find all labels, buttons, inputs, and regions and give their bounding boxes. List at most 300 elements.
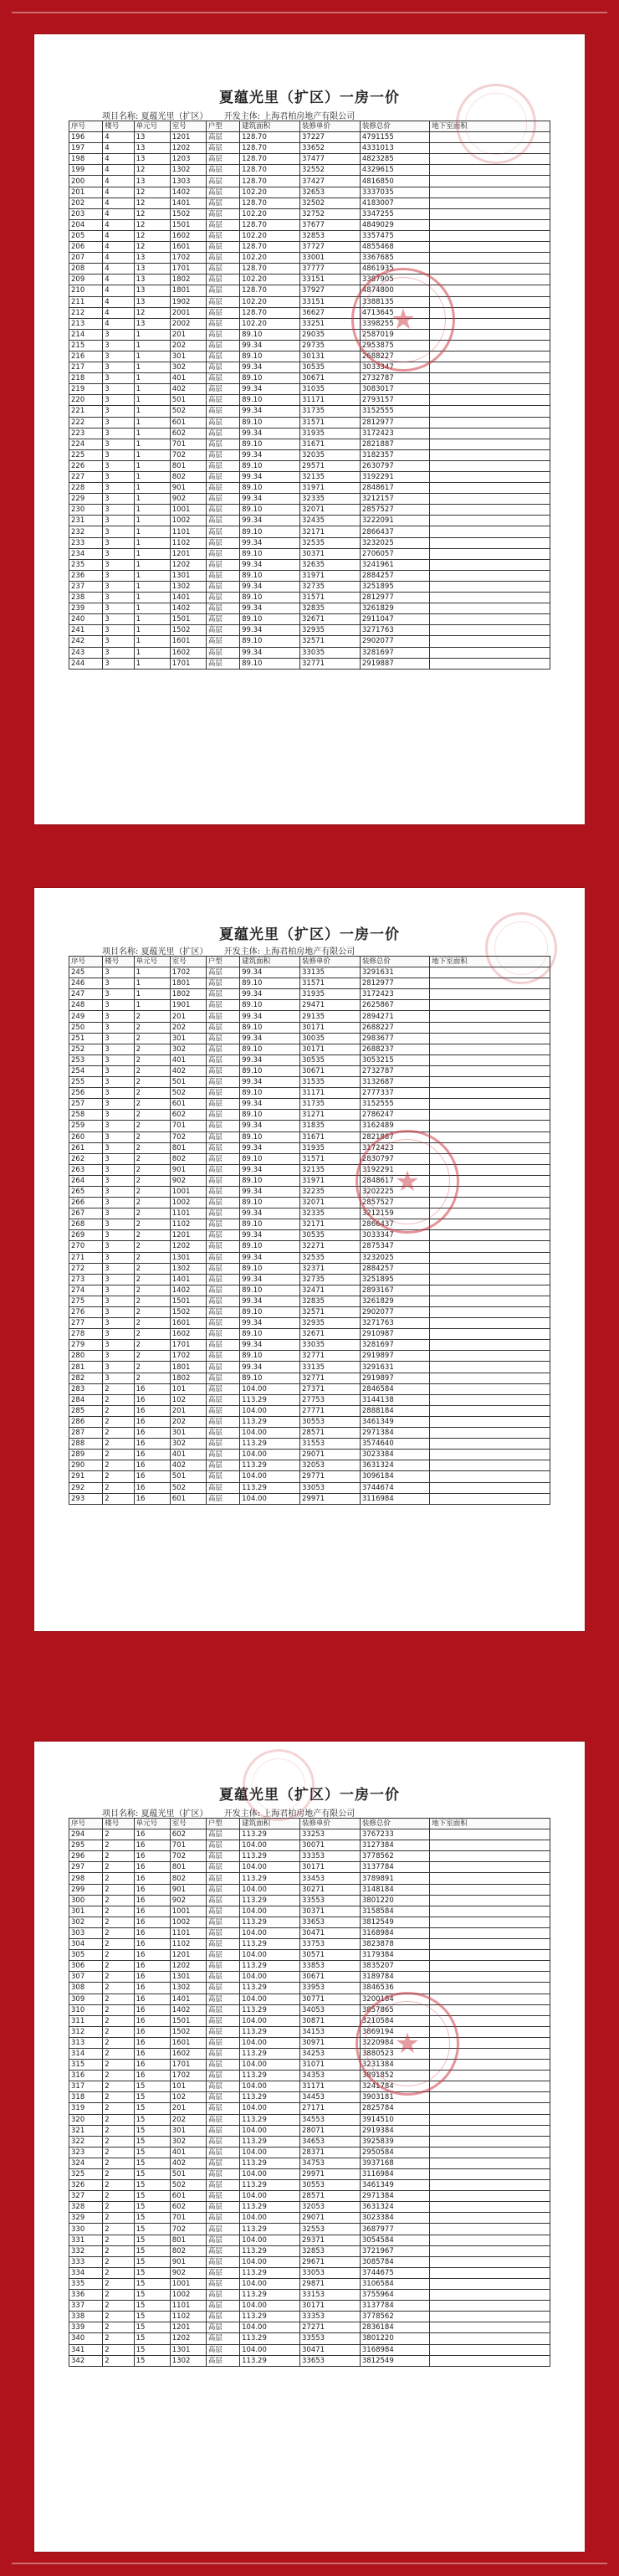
table-cell: 316 bbox=[69, 2071, 103, 2081]
table-cell: 3 bbox=[103, 460, 134, 471]
table-cell: 501 bbox=[170, 2169, 206, 2180]
table-cell: 32071 bbox=[300, 1198, 361, 1208]
table-cell: 高层 bbox=[206, 219, 239, 230]
table-cell: 13 bbox=[134, 176, 170, 187]
table-cell: 89.10 bbox=[240, 1044, 300, 1055]
table-row bbox=[69, 1000, 550, 1011]
table-cell: 34453 bbox=[300, 2092, 361, 2103]
table-cell: 89.10 bbox=[240, 1219, 300, 1230]
table-cell: 2825784 bbox=[360, 2103, 429, 2114]
table-cell: 1 bbox=[134, 460, 170, 471]
table-row bbox=[69, 483, 550, 494]
table-cell: 1001 bbox=[170, 1186, 206, 1197]
table-cell: 3033347 bbox=[360, 362, 429, 373]
table-cell: 高层 bbox=[206, 1493, 239, 1504]
table-cell: 3 bbox=[103, 1142, 134, 1153]
table-cell: 1502 bbox=[170, 2026, 206, 2037]
table-cell: 29471 bbox=[300, 1000, 361, 1011]
table-cell: 30671 bbox=[300, 373, 361, 384]
table-cell: 13 bbox=[134, 296, 170, 307]
table-cell bbox=[430, 1329, 550, 1340]
table-cell: 1002 bbox=[170, 2290, 206, 2301]
table-cell: 1002 bbox=[170, 1198, 206, 1208]
table-cell: 602 bbox=[170, 2202, 206, 2213]
table-cell: 1701 bbox=[170, 2060, 206, 2071]
table-cell: 3231384 bbox=[360, 2060, 429, 2071]
table-cell: 336 bbox=[69, 2290, 103, 2301]
table-cell: 2911047 bbox=[360, 614, 429, 625]
table-row bbox=[69, 2312, 550, 2322]
table-cell: 402 bbox=[170, 1065, 206, 1076]
table-cell bbox=[430, 1983, 550, 1994]
project-meta bbox=[102, 109, 550, 121]
table-cell: 104.00 bbox=[240, 1862, 300, 1873]
table-cell: 32135 bbox=[300, 472, 361, 483]
table-row bbox=[69, 1873, 550, 1884]
table-cell: 3202225 bbox=[360, 1186, 429, 1197]
table-cell bbox=[430, 1022, 550, 1033]
table-cell: 32771 bbox=[300, 1351, 361, 1362]
table-cell: 268 bbox=[69, 1219, 103, 1230]
table-cell: 2732787 bbox=[360, 373, 429, 384]
column-header: 序号 bbox=[69, 1819, 103, 1829]
table-cell: 3 bbox=[103, 362, 134, 373]
table-cell: 230 bbox=[69, 505, 103, 516]
table-cell: 37227 bbox=[300, 132, 361, 143]
table-cell: 290 bbox=[69, 1460, 103, 1471]
table-cell: 3835207 bbox=[360, 1961, 429, 1972]
table-row bbox=[69, 1450, 550, 1460]
table-cell: 244 bbox=[69, 658, 103, 669]
table-cell: 33553 bbox=[300, 1895, 361, 1906]
table-cell: 1302 bbox=[170, 165, 206, 176]
table-cell: 601 bbox=[170, 2191, 206, 2202]
table-cell: 3778562 bbox=[360, 1851, 429, 1862]
table-cell: 280 bbox=[69, 1351, 103, 1362]
table-cell: 2 bbox=[103, 2278, 134, 2289]
table-cell: 33853 bbox=[300, 1961, 361, 1972]
table-cell: 1602 bbox=[170, 2048, 206, 2059]
table-cell: 30171 bbox=[300, 1044, 361, 1055]
table-cell: 4 bbox=[103, 154, 134, 165]
table-cell: 3158584 bbox=[360, 1906, 429, 1917]
column-header: 建筑面积 bbox=[240, 121, 300, 132]
table-cell: 2846584 bbox=[360, 1383, 429, 1394]
table-row bbox=[69, 2147, 550, 2158]
table-cell: 2 bbox=[103, 2312, 134, 2322]
table-cell: 102.20 bbox=[240, 296, 300, 307]
table-row bbox=[69, 2048, 550, 2059]
table-cell: 204 bbox=[69, 219, 103, 230]
table-cell: 3222091 bbox=[360, 516, 429, 526]
table-cell: 1601 bbox=[170, 242, 206, 253]
table-cell bbox=[430, 1493, 550, 1504]
table-row bbox=[69, 2301, 550, 2312]
table-cell: 99.34 bbox=[240, 625, 300, 636]
table-row bbox=[69, 329, 550, 340]
table-cell: 2 bbox=[103, 2015, 134, 2026]
table-cell: 3 bbox=[103, 406, 134, 417]
table-cell: 高层 bbox=[206, 1065, 239, 1076]
table-row bbox=[69, 2256, 550, 2267]
table-cell bbox=[430, 428, 550, 439]
table-row bbox=[69, 1296, 550, 1306]
table-cell: 31935 bbox=[300, 989, 361, 1000]
table-cell: 278 bbox=[69, 1329, 103, 1340]
table-cell bbox=[430, 1851, 550, 1862]
table-cell: 2 bbox=[103, 2191, 134, 2202]
table-cell: 283 bbox=[69, 1383, 103, 1394]
table-cell: 33953 bbox=[300, 1983, 361, 1994]
table-cell: 高层 bbox=[206, 516, 239, 526]
table-cell: 16 bbox=[134, 1439, 170, 1450]
table-cell: 276 bbox=[69, 1307, 103, 1318]
table-cell: 2812977 bbox=[360, 417, 429, 428]
table-cell: 901 bbox=[170, 1884, 206, 1895]
table-cell: 89.10 bbox=[240, 548, 300, 559]
table-cell: 2 bbox=[134, 1307, 170, 1318]
table-cell: 3 bbox=[103, 614, 134, 625]
table-cell bbox=[430, 198, 550, 208]
table-cell bbox=[430, 1383, 550, 1394]
table-cell: 3212159 bbox=[360, 1208, 429, 1219]
table-cell: 3869194 bbox=[360, 2026, 429, 2037]
table-cell: 99.34 bbox=[240, 1099, 300, 1110]
table-cell: 高层 bbox=[206, 1862, 239, 1873]
table-cell: 315 bbox=[69, 2060, 103, 2071]
table-cell bbox=[430, 242, 550, 253]
table-row bbox=[69, 2235, 550, 2245]
table-cell bbox=[430, 2147, 550, 2158]
table-cell: 1702 bbox=[170, 2071, 206, 2081]
table-cell: 3 bbox=[103, 1044, 134, 1055]
table-cell bbox=[430, 978, 550, 989]
table-cell: 2 bbox=[103, 1460, 134, 1471]
table-cell: 99.34 bbox=[240, 449, 300, 460]
table-cell: 高层 bbox=[206, 1373, 239, 1383]
table-cell: 3 bbox=[103, 1362, 134, 1373]
table-cell: 31735 bbox=[300, 1099, 361, 1110]
table-cell: 102 bbox=[170, 1394, 206, 1405]
table-cell: 501 bbox=[170, 1471, 206, 1482]
table-cell: 16 bbox=[134, 1460, 170, 1471]
table-row bbox=[69, 1285, 550, 1296]
table-cell: 高层 bbox=[206, 603, 239, 614]
table-cell bbox=[430, 1318, 550, 1329]
table-row bbox=[69, 548, 550, 559]
table-cell: 202 bbox=[170, 2114, 206, 2125]
table-cell: 1 bbox=[134, 417, 170, 428]
table-cell: 4 bbox=[103, 219, 134, 230]
table-cell: 2894271 bbox=[360, 1011, 429, 1022]
table-cell: 113.29 bbox=[240, 2114, 300, 2125]
table-cell: 13 bbox=[134, 264, 170, 275]
table-cell: 242 bbox=[69, 636, 103, 647]
table-cell: 16 bbox=[134, 2048, 170, 2059]
table-cell: 1301 bbox=[170, 1252, 206, 1263]
table-cell: 3116984 bbox=[360, 1493, 429, 1504]
table-row bbox=[69, 373, 550, 384]
table-cell: 高层 bbox=[206, 2344, 239, 2355]
table-cell: 32171 bbox=[300, 526, 361, 537]
table-cell: 30071 bbox=[300, 1840, 361, 1851]
table-cell: 99.34 bbox=[240, 1164, 300, 1175]
table-cell: 2 bbox=[103, 2256, 134, 2267]
table-cell: 高层 bbox=[206, 340, 239, 351]
table-cell: 104.00 bbox=[240, 2125, 300, 2136]
table-cell: 28571 bbox=[300, 2191, 361, 2202]
table-cell: 253 bbox=[69, 1055, 103, 1065]
table-cell: 402 bbox=[170, 1460, 206, 1471]
table-cell: 16 bbox=[134, 1994, 170, 2004]
table-cell: 89.10 bbox=[240, 1373, 300, 1383]
table-cell: 30971 bbox=[300, 2037, 361, 2048]
table-cell: 3261829 bbox=[360, 603, 429, 614]
table-cell: 203 bbox=[69, 208, 103, 219]
table-cell: 1302 bbox=[170, 2355, 206, 2366]
table-cell: 3168984 bbox=[360, 1927, 429, 1938]
table-cell: 高层 bbox=[206, 2026, 239, 2037]
table-cell: 1002 bbox=[170, 516, 206, 526]
table-row bbox=[69, 307, 550, 318]
table-row bbox=[69, 449, 550, 460]
table-cell: 31835 bbox=[300, 1121, 361, 1131]
table-cell bbox=[430, 1340, 550, 1351]
table-cell: 1301 bbox=[170, 1972, 206, 1983]
table-cell: 33053 bbox=[300, 1482, 361, 1493]
table-cell: 15 bbox=[134, 2092, 170, 2103]
table-cell bbox=[430, 460, 550, 471]
table-cell: 128.70 bbox=[240, 132, 300, 143]
table-cell: 高层 bbox=[206, 253, 239, 264]
table-cell: 2 bbox=[134, 1296, 170, 1306]
table-cell: 29071 bbox=[300, 1450, 361, 1460]
table-cell: 2 bbox=[103, 2169, 134, 2180]
table-cell: 3172423 bbox=[360, 989, 429, 1000]
table-cell: 802 bbox=[170, 2245, 206, 2256]
table-cell: 27771 bbox=[300, 1405, 361, 1416]
table-cell: 330 bbox=[69, 2224, 103, 2235]
table-cell: 3189784 bbox=[360, 1972, 429, 1983]
table-cell: 89.10 bbox=[240, 1088, 300, 1099]
table-cell: 201 bbox=[170, 1405, 206, 1416]
table-cell: 320 bbox=[69, 2114, 103, 2125]
table-cell: 15 bbox=[134, 2136, 170, 2147]
table-cell: 高层 bbox=[206, 989, 239, 1000]
table-cell: 3192291 bbox=[360, 1164, 429, 1175]
table-cell: 201 bbox=[170, 329, 206, 340]
table-cell: 113.29 bbox=[240, 2158, 300, 2168]
table-cell: 37777 bbox=[300, 264, 361, 275]
table-row bbox=[69, 1939, 550, 1950]
table-cell: 2 bbox=[103, 2103, 134, 2114]
table-cell: 249 bbox=[69, 1011, 103, 1022]
table-cell: 2 bbox=[103, 1471, 134, 1482]
table-cell: 高层 bbox=[206, 2333, 239, 2344]
table-cell: 4 bbox=[103, 285, 134, 296]
table-cell: 高层 bbox=[206, 2235, 239, 2245]
table-cell: 29035 bbox=[300, 329, 361, 340]
table-cell: 3347255 bbox=[360, 208, 429, 219]
table-cell bbox=[430, 516, 550, 526]
table-cell: 1801 bbox=[170, 978, 206, 989]
table-cell bbox=[430, 1927, 550, 1938]
table-cell: 104.00 bbox=[240, 2344, 300, 2355]
star-icon: ★ bbox=[390, 303, 417, 336]
table-cell: 高层 bbox=[206, 296, 239, 307]
table-row bbox=[69, 537, 550, 548]
table-cell: 4 bbox=[103, 187, 134, 198]
table-cell: 327 bbox=[69, 2191, 103, 2202]
table-cell: 高层 bbox=[206, 614, 239, 625]
table-cell: 2893167 bbox=[360, 1285, 429, 1296]
table-cell bbox=[430, 2048, 550, 2059]
table-cell: 298 bbox=[69, 1873, 103, 1884]
table-cell: 323 bbox=[69, 2147, 103, 2158]
table-cell: 高层 bbox=[206, 2114, 239, 2125]
table-cell: 306 bbox=[69, 1961, 103, 1972]
table-row bbox=[69, 264, 550, 275]
table-cell: 32935 bbox=[300, 625, 361, 636]
table-row bbox=[69, 208, 550, 219]
table-cell: 1001 bbox=[170, 505, 206, 516]
table-cell: 246 bbox=[69, 978, 103, 989]
table-cell: 16 bbox=[134, 1840, 170, 1851]
table-cell bbox=[430, 1088, 550, 1099]
table-cell: 高层 bbox=[206, 658, 239, 669]
table-row bbox=[69, 1895, 550, 1906]
table-cell: 89.10 bbox=[240, 1241, 300, 1252]
table-cell bbox=[430, 559, 550, 570]
table-cell: 2 bbox=[103, 1939, 134, 1950]
column-header: 装修单价 bbox=[300, 957, 361, 967]
table-cell bbox=[430, 581, 550, 592]
table-cell: 高层 bbox=[206, 362, 239, 373]
table-cell: 104.00 bbox=[240, 1450, 300, 1460]
table-cell: 1 bbox=[134, 494, 170, 505]
table-cell: 291 bbox=[69, 1471, 103, 1482]
table-cell: 254 bbox=[69, 1065, 103, 1076]
table-cell: 247 bbox=[69, 989, 103, 1000]
table-cell: 3179384 bbox=[360, 1950, 429, 1961]
table-cell: 16 bbox=[134, 2037, 170, 2048]
table-cell: 202 bbox=[170, 340, 206, 351]
table-cell: 高层 bbox=[206, 2048, 239, 2059]
table-row bbox=[69, 2026, 550, 2037]
table-cell: 901 bbox=[170, 483, 206, 494]
table-cell: 高层 bbox=[206, 2037, 239, 2048]
table-cell: 29971 bbox=[300, 1493, 361, 1504]
table-cell: 高层 bbox=[206, 154, 239, 165]
table-cell: 104.00 bbox=[240, 2191, 300, 2202]
table-cell: 30671 bbox=[300, 1065, 361, 1076]
table-cell: 1 bbox=[134, 395, 170, 406]
table-row bbox=[69, 2136, 550, 2147]
frame-line-bottom bbox=[12, 2563, 607, 2564]
table-cell: 高层 bbox=[206, 625, 239, 636]
table-cell: 902 bbox=[170, 1895, 206, 1906]
table-cell: 113.29 bbox=[240, 2071, 300, 2081]
table-cell bbox=[430, 1450, 550, 1460]
table-cell: 高层 bbox=[206, 1829, 239, 1840]
table-cell: 801 bbox=[170, 460, 206, 471]
table-cell bbox=[430, 1428, 550, 1439]
table-cell bbox=[430, 1153, 550, 1164]
table-cell: 2866437 bbox=[360, 526, 429, 537]
table-row bbox=[69, 1022, 550, 1033]
table-cell: 30571 bbox=[300, 1950, 361, 1961]
table-cell: 3937168 bbox=[360, 2158, 429, 2168]
document-page-3 bbox=[33, 1741, 586, 2553]
table-cell: 2 bbox=[134, 1153, 170, 1164]
table-cell: 113.29 bbox=[240, 2202, 300, 2213]
table-cell: 32335 bbox=[300, 1208, 361, 1219]
table-cell: 1302 bbox=[170, 1983, 206, 1994]
table-cell: 2 bbox=[103, 2026, 134, 2037]
table-cell: 1901 bbox=[170, 1000, 206, 1011]
table-row bbox=[69, 1219, 550, 1230]
table-cell: 3744674 bbox=[360, 1482, 429, 1493]
table-cell: 2 bbox=[103, 2224, 134, 2235]
table-cell: 高层 bbox=[206, 242, 239, 253]
table-cell: 27753 bbox=[300, 1394, 361, 1405]
table-cell bbox=[430, 1351, 550, 1362]
table-cell: 113.29 bbox=[240, 2267, 300, 2278]
table-cell: 104.00 bbox=[240, 1428, 300, 1439]
table-cell: 104.00 bbox=[240, 1906, 300, 1917]
table-cell: 2971384 bbox=[360, 2191, 429, 2202]
table-cell bbox=[430, 1241, 550, 1252]
table-cell: 236 bbox=[69, 570, 103, 581]
table-cell: 501 bbox=[170, 1077, 206, 1088]
table-cell: 29971 bbox=[300, 2169, 361, 2180]
table-cell: 801 bbox=[170, 1142, 206, 1153]
table-cell: 3 bbox=[103, 1077, 134, 1088]
table-cell: 310 bbox=[69, 2004, 103, 2015]
table-cell bbox=[430, 1873, 550, 1884]
table-cell: 3271763 bbox=[360, 625, 429, 636]
table-cell bbox=[430, 1230, 550, 1241]
table-cell bbox=[430, 1164, 550, 1175]
table-cell: 3 bbox=[103, 516, 134, 526]
table-cell: 314 bbox=[69, 2048, 103, 2059]
table-cell: 3789891 bbox=[360, 1873, 429, 1884]
table-cell: 2 bbox=[103, 2301, 134, 2312]
table-cell: 2 bbox=[103, 1972, 134, 1983]
table-cell: 高层 bbox=[206, 1186, 239, 1197]
table-cell: 高层 bbox=[206, 373, 239, 384]
table-cell bbox=[430, 307, 550, 318]
column-header: 楼号 bbox=[103, 957, 134, 967]
table-cell bbox=[430, 1840, 550, 1851]
table-cell: 1 bbox=[134, 428, 170, 439]
table-cell: 高层 bbox=[206, 1405, 239, 1416]
table-cell: 281 bbox=[69, 1362, 103, 1373]
table-cell: 28071 bbox=[300, 2125, 361, 2136]
table-cell: 274 bbox=[69, 1285, 103, 1296]
table-cell: 2 bbox=[103, 1829, 134, 1840]
project-meta bbox=[102, 944, 550, 957]
table-cell: 104.00 bbox=[240, 1405, 300, 1416]
table-cell: 2919887 bbox=[360, 658, 429, 669]
table-cell: 113.29 bbox=[240, 2092, 300, 2103]
table-cell: 3 bbox=[103, 428, 134, 439]
table-cell: 113.29 bbox=[240, 1482, 300, 1493]
table-cell: 4 bbox=[103, 307, 134, 318]
table-cell: 30371 bbox=[300, 548, 361, 559]
table-cell: 1301 bbox=[170, 570, 206, 581]
table-row bbox=[69, 989, 550, 1000]
